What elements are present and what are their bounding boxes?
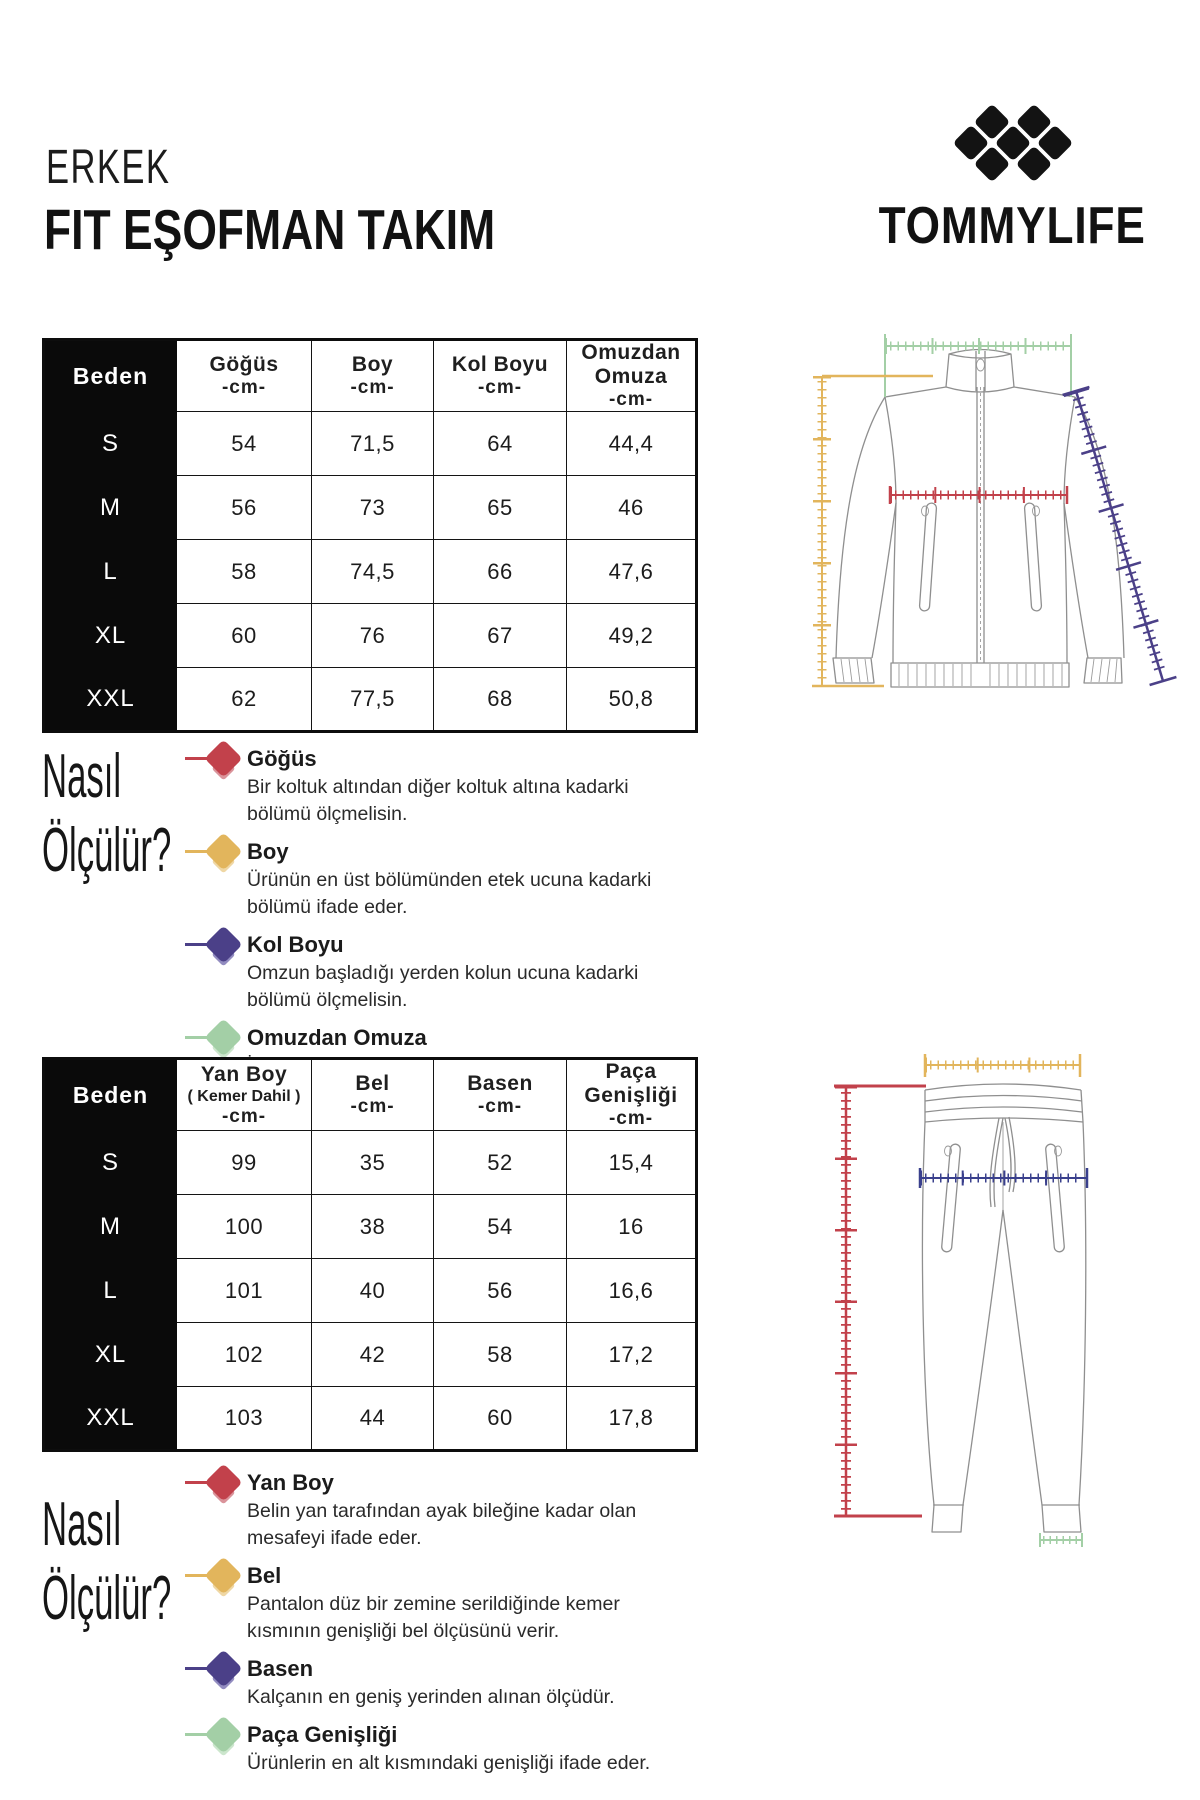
legend-description: Kalçanın en geniş yerinden alınan ölçüdür. [247,1686,615,1708]
size-column-header: Beden [44,1059,177,1131]
table-cell: 42 [312,1323,434,1387]
column-header-label: Göğüs [209,353,279,376]
size-label: XXL [44,1387,177,1451]
table-cell: 17,2 [567,1323,697,1387]
column-header-unit: -cm- [608,389,654,410]
column-header-unit: -cm- [608,1108,654,1129]
table-cell: 58 [177,540,312,604]
pants-howto-legend [185,1470,685,1788]
howto-heading-line2: Ölçülür? [42,816,172,885]
column-header [434,340,567,412]
column-header [177,340,312,412]
column-header-label: Boy [351,353,394,376]
table-cell: 17,8 [567,1387,697,1451]
table-cell: 56 [177,476,312,540]
size-label: S [44,1131,177,1195]
table-cell: 73 [312,476,434,540]
pants-outline [922,1084,1085,1532]
yellow-diamond-marker-icon [185,840,241,880]
table-row [44,1131,697,1195]
table-cell: 60 [177,604,312,668]
tommylife-diamond-logo-icon [943,100,1083,188]
table-cell: 77,5 [312,668,434,732]
table-row [44,1259,697,1323]
table-cell: 54 [434,1195,567,1259]
column-header-unit: -cm- [477,377,523,398]
green-diamond-marker-icon [185,1723,241,1763]
table-cell: 44,4 [567,412,697,476]
size-label: XL [44,604,177,668]
legend-item-paca-genisligi [185,1722,685,1777]
table-cell: 100 [177,1195,312,1259]
table-cell: 71,5 [312,412,434,476]
table-cell: 38 [312,1195,434,1259]
table-cell: 64 [434,412,567,476]
table-row [44,412,697,476]
howto-heading-line2: Ölçülür? [42,1564,172,1633]
table-cell: 46 [567,476,697,540]
purple-diamond-marker-icon [185,1657,241,1697]
category-title: ERKEK [46,141,171,194]
column-header-label: Kol Boyu [451,353,549,376]
size-label: L [44,1259,177,1323]
jacket-size-table [42,338,698,733]
table-cell: 16 [567,1195,697,1259]
table-row [44,1323,697,1387]
legend-title: Bel [247,1563,282,1588]
column-header [567,340,697,412]
table-cell: 47,6 [567,540,697,604]
column-header-unit: -cm- [477,1096,523,1117]
howto-heading [42,740,171,888]
column-header-label: Omuzdan Omuza [581,341,681,388]
legend-description: Pantalon düz bir zemine serildiğinde kemer kısmının genişliği bel ölçüsünü verir. [247,1593,620,1642]
legend-item-yan-boy [185,1470,685,1552]
table-cell: 62 [177,668,312,732]
pants-illustration [700,920,1180,1620]
table-cell: 103 [177,1387,312,1451]
size-column-header: Beden [44,340,177,412]
table-cell: 68 [434,668,567,732]
size-label: M [44,476,177,540]
legend-item-boy [185,839,685,921]
column-header [567,1059,697,1131]
table-cell: 102 [177,1323,312,1387]
column-header [312,340,434,412]
hip-measure-line [920,1168,1087,1188]
legend-description: Ürünlerin en alt kısmındaki genişliği ifade eder. [247,1752,651,1774]
yellow-diamond-marker-icon [185,1564,241,1604]
table-cell: 101 [177,1259,312,1323]
column-header [434,1059,567,1131]
table-row [44,476,697,540]
table-cell: 16,6 [567,1259,697,1323]
table-row [44,1387,697,1451]
table-cell: 99 [177,1131,312,1195]
table-cell: 49,2 [567,604,697,668]
table-cell: 74,5 [312,540,434,604]
table-cell: 54 [177,412,312,476]
table-cell: 44 [312,1387,434,1451]
column-header-label: Basen [467,1072,533,1095]
table-cell: 58 [434,1323,567,1387]
size-label: L [44,540,177,604]
jacket-howto-legend [185,746,685,1091]
legend-title: Basen [247,1656,314,1681]
legend-description: Ürünün en üst bölümünden etek ucuna kadarki bölümü ifade eder. [247,869,652,918]
column-header [312,1059,434,1131]
howto-heading-line1: Nasıl [42,742,122,811]
size-label: S [44,412,177,476]
legend-title: Kol Boyu [247,932,344,957]
jacket-pocket [1024,503,1042,611]
legend-description: Bir koltuk altından diğer koltuk altına kadarki bölümü ölçmelisin. [247,776,629,825]
size-label: XXL [44,668,177,732]
legend-item-gogus [185,746,685,828]
column-header-unit: -cm- [350,377,395,398]
column-header-unit: -cm- [350,1096,395,1117]
table-cell: 50,8 [567,668,697,732]
brand-block [855,100,1170,256]
legend-title: Göğüs [247,746,317,771]
legend-title: Omuzdan Omuza [247,1025,427,1050]
red-diamond-marker-icon [185,1471,241,1511]
brand-name: TOMMYLIFE [878,197,1147,255]
jacket-illustration [700,275,1180,700]
table-cell: 65 [434,476,567,540]
legend-title: Boy [247,839,289,864]
column-header [177,1059,312,1131]
table-cell: 56 [434,1259,567,1323]
size-label: M [44,1195,177,1259]
table-cell: 76 [312,604,434,668]
table-cell: 67 [434,604,567,668]
waist-measure-line [925,1054,1080,1077]
legend-title: Paça Genişliği [247,1722,398,1747]
legend-item-basen [185,1656,685,1711]
legend-description: Belin yan tarafından ayak bileğine kadar olan mesafeyi ifade eder. [247,1500,637,1549]
table-row [44,668,697,732]
pants-size-table [42,1057,698,1452]
column-header-sub: ( Kemer Dahil ) [187,1087,301,1105]
leg-opening-measure-line [1040,1533,1082,1547]
table-cell: 66 [434,540,567,604]
jacket-pocket [919,503,937,611]
legend-item-kol-boyu [185,932,685,1014]
column-header-label: Paça Genişliği [584,1060,678,1107]
size-label: XL [44,1323,177,1387]
jacket-outline [833,350,1124,688]
howto-heading-line1: Nasıl [42,1490,122,1559]
legend-description: Omzun başladığı yerden kolun ucuna kadarki bölümü ölçmelisin. [247,962,639,1011]
table-row [44,1195,697,1259]
table-cell: 35 [312,1131,434,1195]
chest-measure-line [890,486,1067,504]
shoulder-measure-line [885,334,1071,397]
table-row [44,604,697,668]
sleeve-measure-line [1063,387,1177,685]
legend-title: Yan Boy [247,1470,334,1495]
column-header-unit: -cm- [221,1105,267,1127]
table-cell: 52 [434,1131,567,1195]
column-header-label: Bel [355,1072,390,1095]
legend-item-bel [185,1563,685,1645]
howto-heading [42,1488,171,1636]
table-cell: 40 [312,1259,434,1323]
purple-diamond-marker-icon [185,933,241,973]
table-row [44,540,697,604]
table-cell: 15,4 [567,1131,697,1195]
column-header-label: Yan Boy [200,1062,288,1086]
red-diamond-marker-icon [185,747,241,787]
side-length-measure-line [834,1086,926,1516]
table-cell: 60 [434,1387,567,1451]
product-title: FIT EŞOFMAN TAKIM [44,198,496,262]
column-header-unit: -cm- [221,377,267,398]
